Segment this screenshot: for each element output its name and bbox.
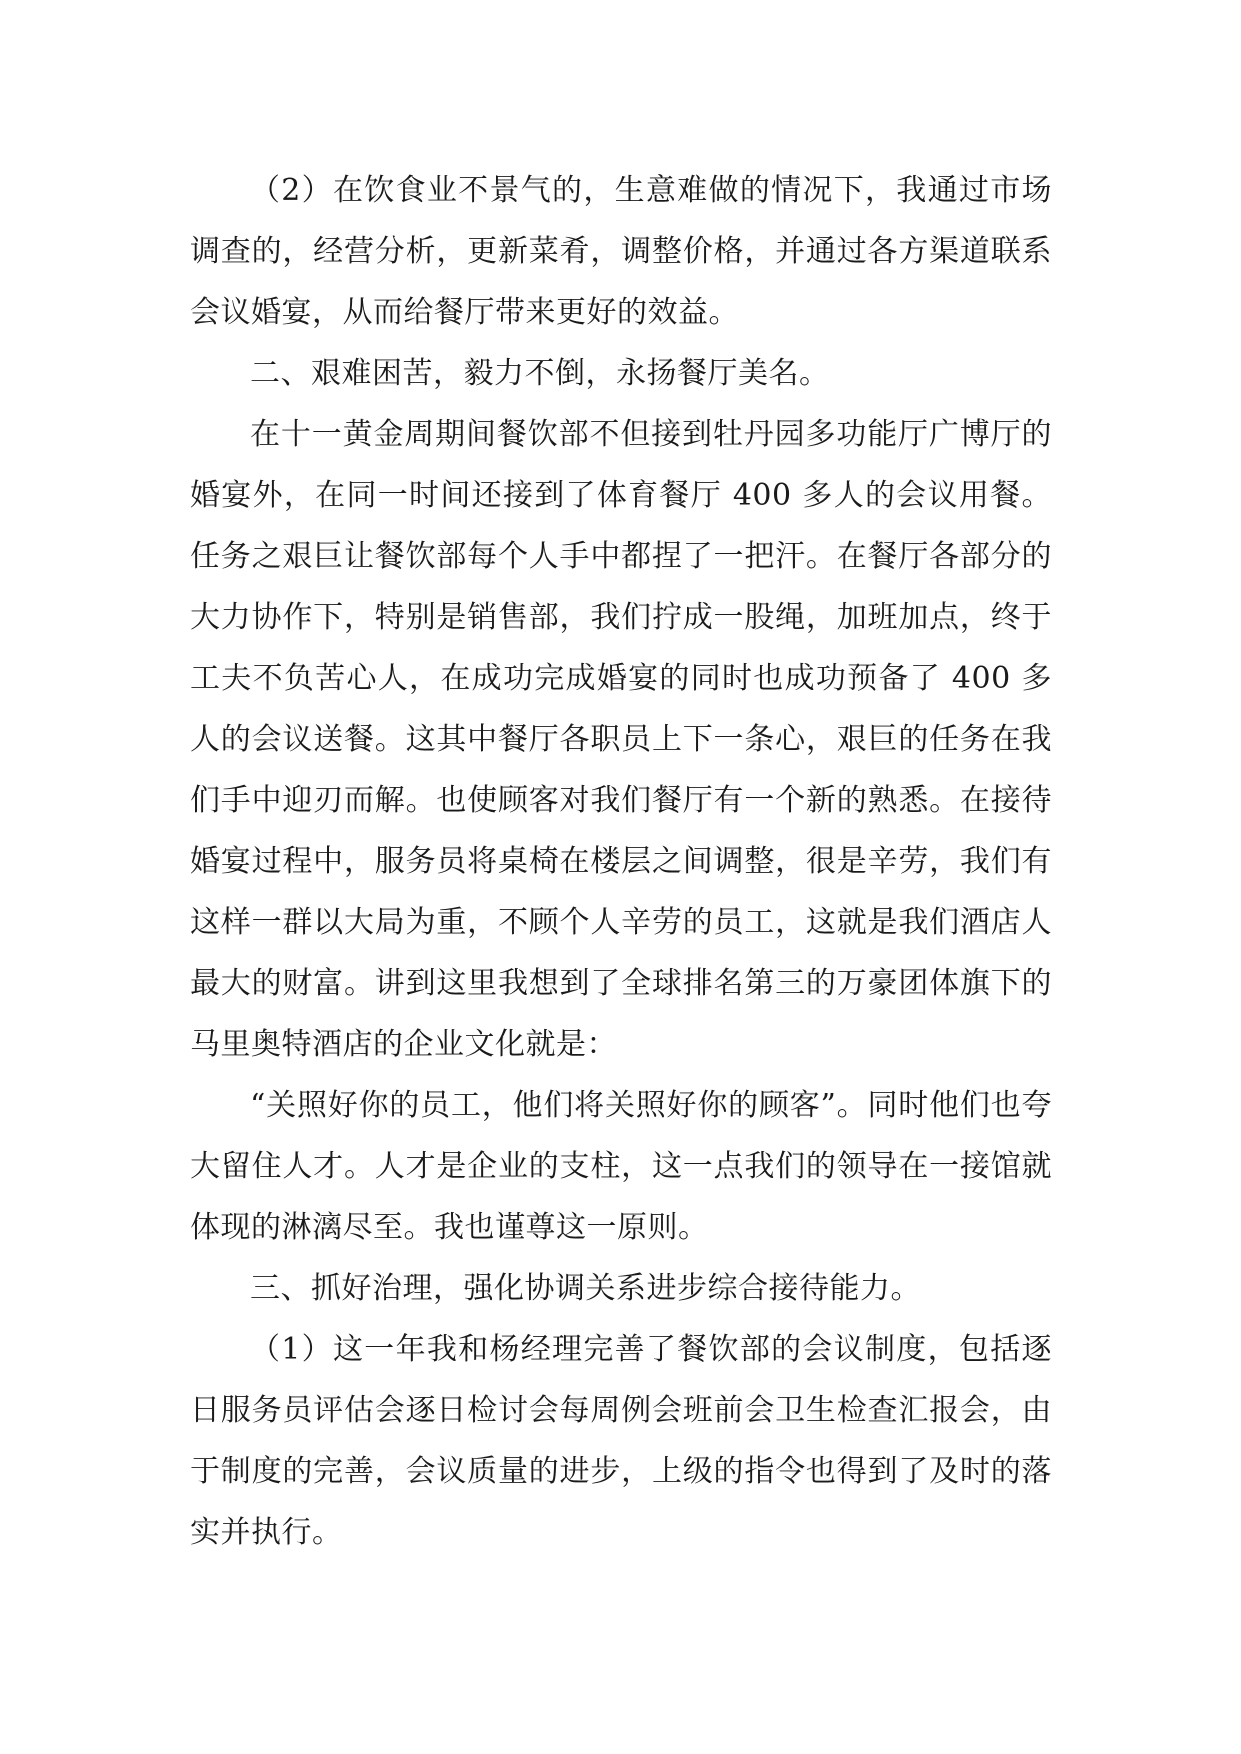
paragraph-corporate-culture: “关照好你的员工，他们将关照好你的顾客”。同时他们也夸大留住人才。人才是企业的支柱，这一点我们的领导在一接馆就体现的淋漓尽至。我也谨尊这一原则。 [190,1088,1052,1245]
section-heading-2: 二、艰难困苦，毅力不倒，永扬餐厅美名。 [250,356,830,391]
paragraph-meeting-system: （1）这一年我和杨经理完善了餐饮部的会议制度，包括逐日服务员评估会逐日检讨会每周例会班前会卫生检查汇报会，由于制度的完善，会议质量的进步，上级的指令也得到了及时的落实并执行。 [190,1332,1052,1550]
paragraph-golden-week: 在十一黄金周期间餐饮部不但接到牡丹园多功能厅广博厅的婚宴外，在同一时间还接到了体育餐厅 400 多人的会议用餐。任务之艰巨让餐饮部每个人手中都捏了一把汗。在餐厅各部分的大力协作下，特别是销售部，我们拧成一股绳，加班加点，终于工夫不负苦心人，在成功完成婚宴的同时也成功预备了 400 多人的会议送餐。这其中餐厅各职员上下一条心，艰巨的任务在我们手中迎刃而解。也使顾客对我们餐厅有一个新的熟悉。在接待婚宴过程中，服务员将桌椅在楼层之间调整，很是辛劳，我们有这样一群以大局为重，不顾个人辛劳的员工，这就是我们酒店人最大的财富。讲到这里我想到了全球排名第三的万豪团体旗下的马里奥特酒店的企业文化就是： [190,417,1052,1062]
document-body [190,160,1052,1563]
section-heading-3: 三、抓好治理，强化协调关系进步综合接待能力。 [250,1271,921,1306]
paragraph-menu-pricing: （2）在饮食业不景气的，生意难做的情况下，我通过市场调查的，经营分析，更新菜肴，调整价格，并通过各方渠道联系会议婚宴，从而给餐厅带来更好的效益。 [190,173,1052,330]
